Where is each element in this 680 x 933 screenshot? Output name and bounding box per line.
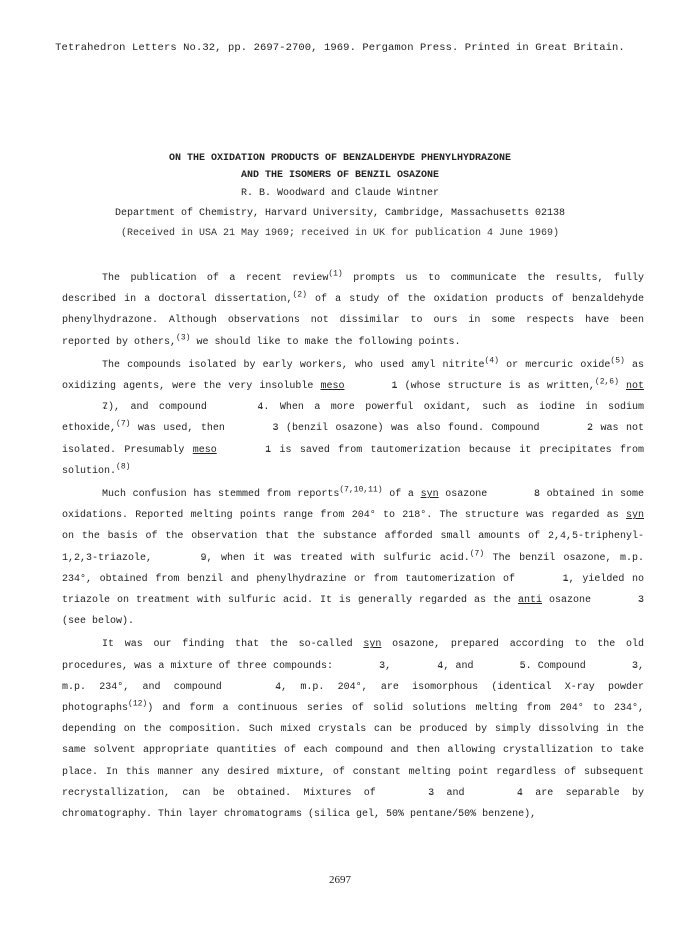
article-title-line-2: AND THE ISOMERS OF BENZIL OSAZONE	[240, 170, 440, 181]
article-authors: R. B. Woodward and Claude Wintner	[240, 188, 440, 199]
received-dates: (Received in USA 21 May 1969; received in UK for publication 4 June 1969)	[120, 228, 560, 239]
article-body	[62, 268, 644, 825]
body-paragraph-4: It was our finding that the so-called syn osazone, prepared according to the old procedures, was a mixture of three compounds: 3 ~, 4 ~, and 5 ~. Compound 3 ~, m.p. 234°, and compound 4 ~, m.p. 204°, are isomorphous (identical X-ray powder photographs$^{(12)}$) and form a continuous series of solid solutions melting from 204° to 234°, depending on the composition. Such mixed crystals can be produced by simply dissolving in the same solvent appropriate quantities of each compound and then allowing crystallization to take place. In this manner any desired mixture, of constant melting point regardless of subsequent recrystallization, can be obtained. Mixtures of 3 ~ and 4 ~ are separable by chromatography. Thin layer chromatograms (silica gel, 50% pentane/50% benzene),	[62, 634, 644, 825]
journal-citation-header: Tetrahedron Letters No.32, pp. 2697-2700, 1969. Pergamon Press. Printed in Great Britain.	[55, 42, 625, 54]
body-paragraph-3: Much confusion has stemmed from reports$^{(7,10,11)}$ of a syn osazone 8 ~ obtained in some oxidations. Reported melting points range from 204° to 218°. The structure was regarded as syn on the basis of the observation that the substance afforded small amounts of 2,4,5-triphenyl-1,2,3-triazole, 9 ~, when it was treated with sulfuric acid.$^{(7)}$ The benzil osazone, m.p. 234°, obtained from benzil and phenylhydrazine or from tautomerization of 1 ~, yielded no triazole on treatment with sulfuric acid. It is generally regarded as the anti osazone 3 ~ (see below).	[62, 484, 644, 632]
body-paragraph-1: The publication of a recent review$^{(1)}$ prompts us to communicate the results, fully described in a doctoral dissertation,$^{(2)}$ of a study of the oxidation products of benzaldehyde phenylhydrazone. Although observations not dissimilar to ours in some respects have been reported by others,$^{(3)}$ we should like to make the following points.	[62, 269, 644, 348]
author-affiliation: Department of Chemistry, Harvard University, Cambridge, Massachusetts 02138	[114, 208, 566, 219]
article-title-line-1: ON THE OXIDATION PRODUCTS OF BENZALDEHYDE PHENYLHYDRAZONE	[168, 153, 512, 164]
page-number: 2697	[329, 874, 351, 886]
article-title-block	[0, 150, 680, 242]
body-paragraph-2: The compounds isolated by early workers, who used amyl nitrite$^{(4)}$ or mercuric oxide$^{(5)}$ as oxidizing agents, were the very insoluble meso 1 ~ (whose structure is as written,$^{(2,6)}$ not 7 ~), and compound 4 ~. When a more powerful oxidant, such as iodine in sodium ethoxide,$^{(7)}$ was used, then 3 ~ (benzil osazone) was also found. Compound 2 ~ was not isolated. Presumably meso 1 ~ is saved from tautomerization because it precipitates from solution.$^{(8)}$	[62, 355, 644, 482]
